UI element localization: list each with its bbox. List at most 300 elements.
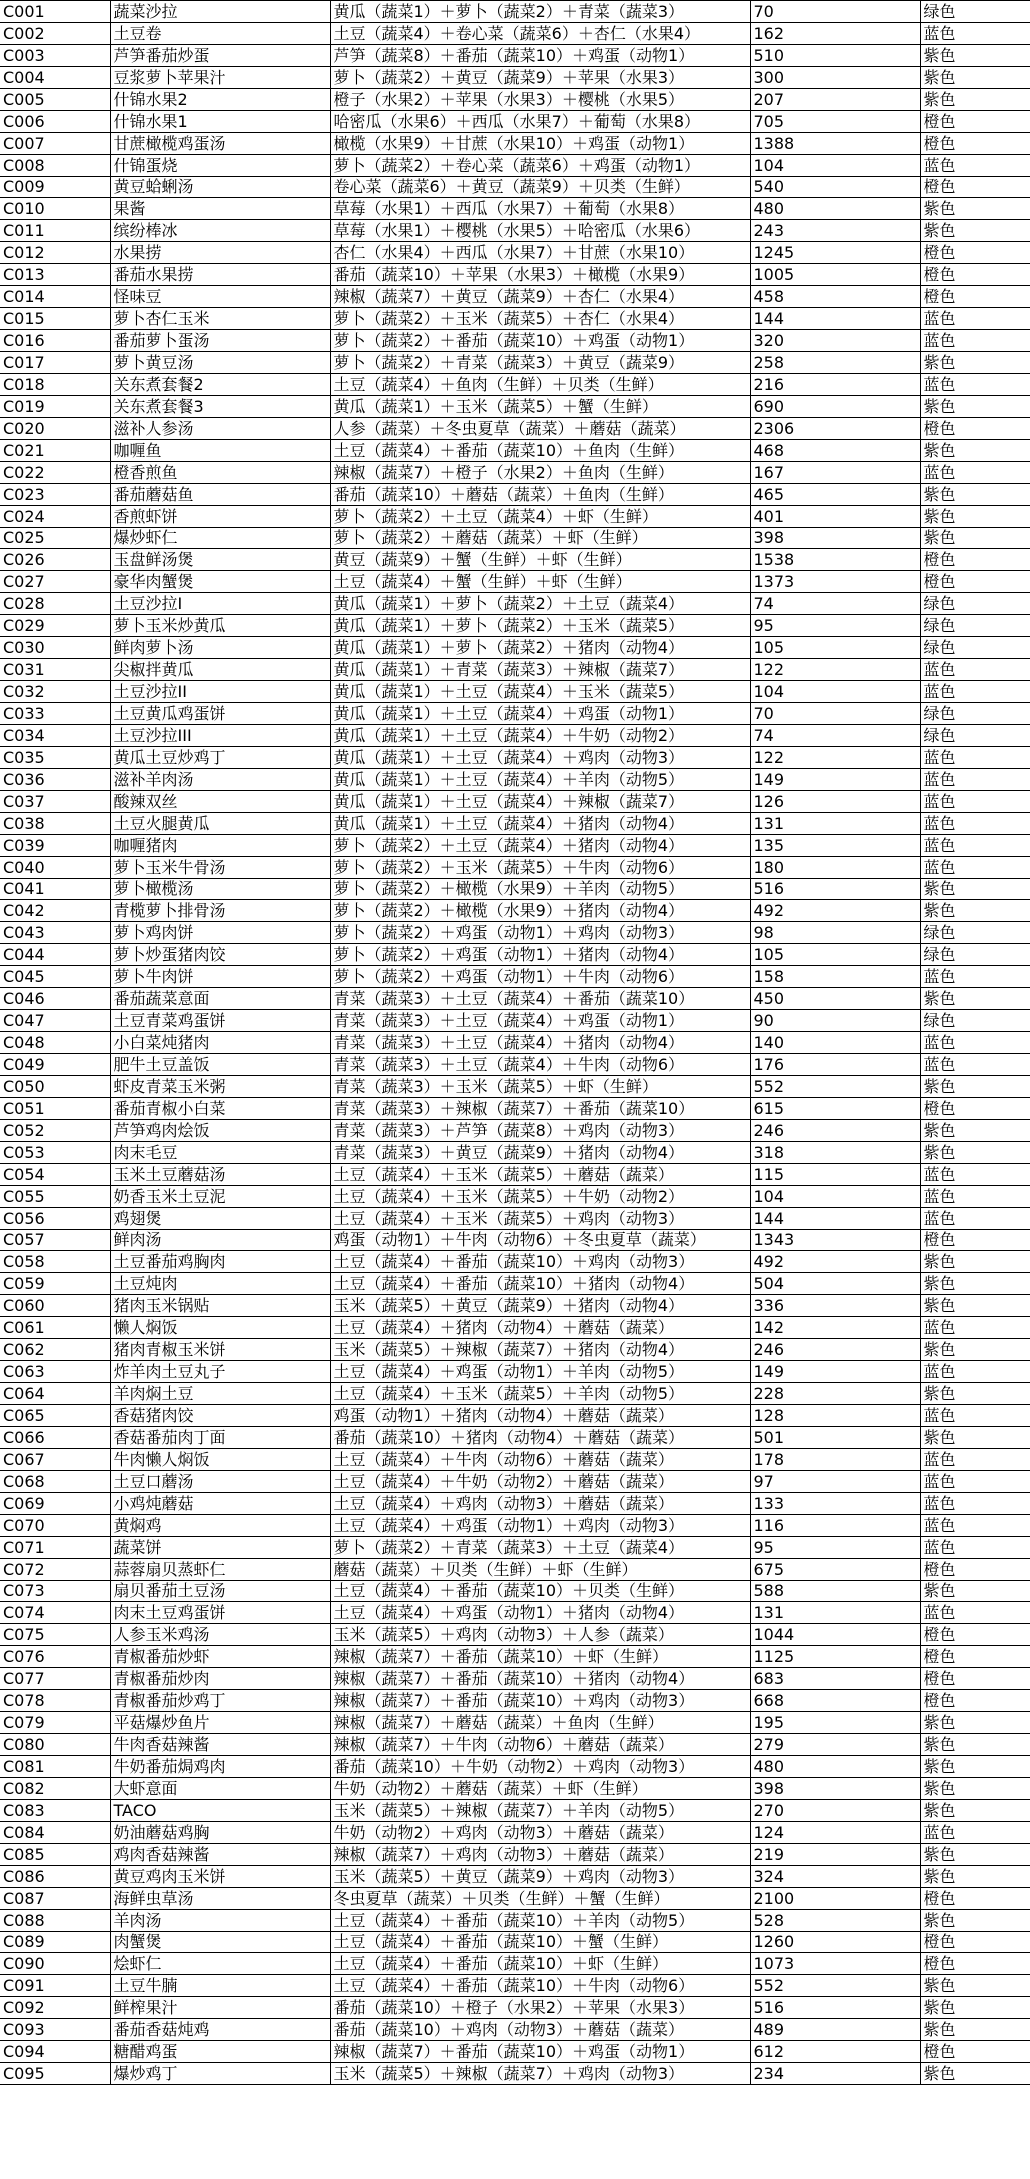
cell-recipe: 萝卜（蔬菜2）＋鸡蛋（动物1）＋猪肉（动物4） [330, 944, 750, 966]
cell-dish-name: 猪肉玉米锅贴 [110, 1295, 330, 1317]
cell-id: C043 [0, 922, 110, 944]
cell-recipe: 青菜（蔬菜3）＋黄豆（蔬菜9）＋猪肉（动物4） [330, 1141, 750, 1163]
cell-id: C001 [0, 1, 110, 23]
cell-id: C072 [0, 1558, 110, 1580]
cell-value: 1260 [750, 1931, 920, 1953]
cell-id: C049 [0, 1054, 110, 1076]
cell-dish-name: 猪肉青椒玉米饼 [110, 1339, 330, 1361]
cell-color: 紫色 [920, 1975, 1030, 1997]
table-row [0, 1405, 1030, 1427]
cell-id: C019 [0, 395, 110, 417]
cell-color: 紫色 [920, 2019, 1030, 2041]
cell-color: 紫色 [920, 505, 1030, 527]
cell-dish-name: 黄焖鸡 [110, 1514, 330, 1536]
cell-id: C065 [0, 1405, 110, 1427]
cell-color: 橙色 [920, 571, 1030, 593]
table-row [0, 2019, 1030, 2041]
cell-value: 124 [750, 1821, 920, 1843]
cell-dish-name: 水果捞 [110, 242, 330, 264]
cell-id: C071 [0, 1536, 110, 1558]
cell-recipe: 草莓（水果1）＋樱桃（水果5）＋哈密瓜（水果6） [330, 220, 750, 242]
cell-recipe: 土豆（蔬菜4）＋番茄（蔬菜10）＋贝类（生鲜） [330, 1580, 750, 1602]
cell-id: C026 [0, 549, 110, 571]
cell-value: 398 [750, 527, 920, 549]
cell-value: 246 [750, 1339, 920, 1361]
table-row [0, 900, 1030, 922]
cell-recipe: 萝卜（蔬菜2）＋橄榄（水果9）＋猪肉（动物4） [330, 900, 750, 922]
table-row [0, 44, 1030, 66]
cell-dish-name: 怪味豆 [110, 286, 330, 308]
table-row [0, 1690, 1030, 1712]
cell-recipe: 玉米（蔬菜5）＋辣椒（蔬菜7）＋猪肉（动物4） [330, 1339, 750, 1361]
cell-value: 398 [750, 1777, 920, 1799]
cell-color: 蓝色 [920, 659, 1030, 681]
cell-id: C003 [0, 44, 110, 66]
cell-recipe: 番茄（蔬菜10）＋苹果（水果3）＋橄榄（水果9） [330, 264, 750, 286]
cell-recipe: 萝卜（蔬菜2）＋青菜（蔬菜3）＋黄豆（蔬菜9） [330, 352, 750, 374]
cell-recipe: 土豆（蔬菜4）＋番茄（蔬菜10）＋猪肉（动物4） [330, 1273, 750, 1295]
table-row [0, 856, 1030, 878]
table-row [0, 1865, 1030, 1887]
cell-recipe: 土豆（蔬菜4）＋猪肉（动物4）＋蘑菇（蔬菜） [330, 1317, 750, 1339]
cell-dish-name: 鲜榨果汁 [110, 1997, 330, 2019]
cell-id: C010 [0, 198, 110, 220]
cell-color: 紫色 [920, 220, 1030, 242]
cell-value: 122 [750, 659, 920, 681]
cell-dish-name: 蔬菜饼 [110, 1536, 330, 1558]
cell-color: 紫色 [920, 1075, 1030, 1097]
cell-id: C087 [0, 1887, 110, 1909]
cell-dish-name: 土豆炖肉 [110, 1273, 330, 1295]
cell-recipe: 辣椒（蔬菜7）＋番茄（蔬菜10）＋鸡肉（动物3） [330, 1690, 750, 1712]
cell-id: C070 [0, 1514, 110, 1536]
cell-id: C061 [0, 1317, 110, 1339]
cell-recipe: 蘑菇（蔬菜）＋贝类（生鲜）＋虾（生鲜） [330, 1558, 750, 1580]
cell-color: 绿色 [920, 703, 1030, 725]
cell-recipe: 萝卜（蔬菜2）＋蘑菇（蔬菜）＋虾（生鲜） [330, 527, 750, 549]
cell-value: 105 [750, 637, 920, 659]
cell-recipe: 草莓（水果1）＋西瓜（水果7）＋葡萄（水果8） [330, 198, 750, 220]
table-row [0, 615, 1030, 637]
table-row [0, 66, 1030, 88]
cell-color: 橙色 [920, 1690, 1030, 1712]
table-row [0, 1251, 1030, 1273]
cell-dish-name: 肉末土豆鸡蛋饼 [110, 1602, 330, 1624]
cell-id: C083 [0, 1799, 110, 1821]
table-row [0, 922, 1030, 944]
cell-color: 蓝色 [920, 1602, 1030, 1624]
cell-value: 270 [750, 1799, 920, 1821]
table-body [0, 1, 1030, 2085]
cell-color: 橙色 [920, 1229, 1030, 1251]
cell-color: 紫色 [920, 1251, 1030, 1273]
cell-color: 橙色 [920, 176, 1030, 198]
table-row [0, 878, 1030, 900]
cell-id: C027 [0, 571, 110, 593]
cell-color: 蓝色 [920, 1405, 1030, 1427]
cell-value: 104 [750, 1185, 920, 1207]
cell-color: 橙色 [920, 110, 1030, 132]
cell-recipe: 土豆（蔬菜4）＋卷心菜（蔬菜6）＋杏仁（水果4） [330, 22, 750, 44]
cell-recipe: 土豆（蔬菜4）＋番茄（蔬菜10）＋虾（生鲜） [330, 1953, 750, 1975]
cell-dish-name: 鲜肉萝卜汤 [110, 637, 330, 659]
cell-color: 紫色 [920, 1712, 1030, 1734]
cell-color: 绿色 [920, 944, 1030, 966]
cell-color: 蓝色 [920, 1492, 1030, 1514]
cell-recipe: 萝卜（蔬菜2）＋土豆（蔬菜4）＋虾（生鲜） [330, 505, 750, 527]
cell-recipe: 玉米（蔬菜5）＋鸡肉（动物3）＋人参（蔬菜） [330, 1624, 750, 1646]
cell-color: 蓝色 [920, 812, 1030, 834]
cell-dish-name: 蔬菜沙拉 [110, 1, 330, 23]
cell-color: 橙色 [920, 1097, 1030, 1119]
table-row [0, 1975, 1030, 1997]
cell-color: 紫色 [920, 900, 1030, 922]
cell-dish-name: 小白菜炖猪肉 [110, 1032, 330, 1054]
cell-recipe: 橙子（水果2）＋苹果（水果3）＋樱桃（水果5） [330, 88, 750, 110]
cell-dish-name: 鲜肉汤 [110, 1229, 330, 1251]
cell-color: 蓝色 [920, 373, 1030, 395]
cell-value: 74 [750, 593, 920, 615]
table-row [0, 1668, 1030, 1690]
cell-recipe: 辣椒（蔬菜7）＋鸡肉（动物3）＋蘑菇（蔬菜） [330, 1843, 750, 1865]
cell-value: 465 [750, 483, 920, 505]
cell-color: 蓝色 [920, 1207, 1030, 1229]
cell-id: C035 [0, 746, 110, 768]
table-row [0, 110, 1030, 132]
cell-dish-name: 缤纷棒冰 [110, 220, 330, 242]
cell-id: C075 [0, 1624, 110, 1646]
cell-recipe: 青菜（蔬菜3）＋辣椒（蔬菜7）＋番茄（蔬菜10） [330, 1097, 750, 1119]
table-row [0, 1470, 1030, 1492]
cell-dish-name: 滋补羊肉汤 [110, 768, 330, 790]
cell-value: 504 [750, 1273, 920, 1295]
table-row [0, 1426, 1030, 1448]
cell-value: 70 [750, 1, 920, 23]
cell-color: 蓝色 [920, 330, 1030, 352]
cell-color: 紫色 [920, 1119, 1030, 1141]
cell-recipe: 黄瓜（蔬菜1）＋土豆（蔬菜4）＋辣椒（蔬菜7） [330, 790, 750, 812]
cell-dish-name: 烩虾仁 [110, 1953, 330, 1975]
cell-value: 450 [750, 988, 920, 1010]
table-row [0, 1997, 1030, 2019]
cell-recipe: 萝卜（蔬菜2）＋橄榄（水果9）＋羊肉（动物5） [330, 878, 750, 900]
cell-dish-name: 小鸡炖蘑菇 [110, 1492, 330, 1514]
cell-value: 207 [750, 88, 920, 110]
cell-dish-name: 海鲜虫草汤 [110, 1887, 330, 1909]
table-row [0, 1712, 1030, 1734]
cell-color: 绿色 [920, 615, 1030, 637]
cell-color: 紫色 [920, 1383, 1030, 1405]
cell-value: 74 [750, 724, 920, 746]
cell-id: C074 [0, 1602, 110, 1624]
cell-color: 紫色 [920, 1997, 1030, 2019]
table-row [0, 1777, 1030, 1799]
cell-id: C023 [0, 483, 110, 505]
table-row [0, 1734, 1030, 1756]
table-row [0, 1602, 1030, 1624]
cell-value: 480 [750, 1756, 920, 1778]
cell-id: C051 [0, 1097, 110, 1119]
cell-recipe: 杏仁（水果4）＋西瓜（水果7）＋甘蔗（水果10） [330, 242, 750, 264]
cell-recipe: 土豆（蔬菜4）＋牛肉（动物6）＋蘑菇（蔬菜） [330, 1448, 750, 1470]
cell-value: 2100 [750, 1887, 920, 1909]
cell-color: 紫色 [920, 1799, 1030, 1821]
cell-value: 552 [750, 1075, 920, 1097]
cell-id: C076 [0, 1646, 110, 1668]
cell-value: 1538 [750, 549, 920, 571]
cell-id: C092 [0, 1997, 110, 2019]
cell-recipe: 牛奶（动物2）＋蘑菇（蔬菜）＋虾（生鲜） [330, 1777, 750, 1799]
cell-recipe: 辣椒（蔬菜7）＋番茄（蔬菜10）＋鸡蛋（动物1） [330, 2041, 750, 2063]
cell-dish-name: 人参玉米鸡汤 [110, 1624, 330, 1646]
cell-value: 690 [750, 395, 920, 417]
table-row [0, 1624, 1030, 1646]
cell-id: C053 [0, 1141, 110, 1163]
cell-value: 195 [750, 1712, 920, 1734]
cell-color: 绿色 [920, 593, 1030, 615]
table-row [0, 198, 1030, 220]
cell-id: C084 [0, 1821, 110, 1843]
cell-value: 131 [750, 812, 920, 834]
cell-dish-name: 土豆卷 [110, 22, 330, 44]
cell-dish-name: 爆炒虾仁 [110, 527, 330, 549]
cell-id: C018 [0, 373, 110, 395]
cell-recipe: 黄瓜（蔬菜1）＋萝卜（蔬菜2）＋玉米（蔬菜5） [330, 615, 750, 637]
cell-id: C002 [0, 22, 110, 44]
cell-value: 178 [750, 1448, 920, 1470]
table-row [0, 1075, 1030, 1097]
cell-color: 橙色 [920, 1668, 1030, 1690]
table-row [0, 417, 1030, 439]
cell-color: 紫色 [920, 1777, 1030, 1799]
cell-color: 紫色 [920, 44, 1030, 66]
cell-id: C073 [0, 1580, 110, 1602]
cell-recipe: 土豆（蔬菜4）＋鱼肉（生鲜）＋贝类（生鲜） [330, 373, 750, 395]
cell-dish-name: 果酱 [110, 198, 330, 220]
table-row [0, 1, 1030, 23]
table-row [0, 571, 1030, 593]
cell-id: C034 [0, 724, 110, 746]
cell-recipe: 土豆（蔬菜4）＋番茄（蔬菜10）＋羊肉（动物5） [330, 1909, 750, 1931]
cell-color: 橙色 [920, 1558, 1030, 1580]
cell-value: 468 [750, 439, 920, 461]
cell-recipe: 黄瓜（蔬菜1）＋萝卜（蔬菜2）＋猪肉（动物4） [330, 637, 750, 659]
table-row [0, 1646, 1030, 1668]
cell-dish-name: 萝卜橄榄汤 [110, 878, 330, 900]
cell-color: 蓝色 [920, 1821, 1030, 1843]
table-row [0, 681, 1030, 703]
table-row [0, 1821, 1030, 1843]
cell-color: 蓝色 [920, 966, 1030, 988]
table-row [0, 593, 1030, 615]
table-row [0, 1361, 1030, 1383]
cell-color: 橙色 [920, 286, 1030, 308]
table-row [0, 483, 1030, 505]
table-row [0, 1887, 1030, 1909]
table-row [0, 1580, 1030, 1602]
cell-dish-name: 牛肉懒人焖饭 [110, 1448, 330, 1470]
cell-id: C007 [0, 132, 110, 154]
cell-recipe: 青菜（蔬菜3）＋土豆（蔬菜4）＋鸡蛋（动物1） [330, 1010, 750, 1032]
cell-color: 蓝色 [920, 790, 1030, 812]
cell-dish-name: 芦笋鸡肉烩饭 [110, 1119, 330, 1141]
cell-dish-name: 甘蔗橄榄鸡蛋汤 [110, 132, 330, 154]
cell-recipe: 土豆（蔬菜4）＋玉米（蔬菜5）＋鸡肉（动物3） [330, 1207, 750, 1229]
cell-color: 紫色 [920, 1756, 1030, 1778]
cell-dish-name: 萝卜牛肉饼 [110, 966, 330, 988]
cell-dish-name: 扇贝番茄土豆汤 [110, 1580, 330, 1602]
cell-dish-name: 青椒番茄炒肉 [110, 1668, 330, 1690]
cell-value: 167 [750, 461, 920, 483]
cell-value: 1125 [750, 1646, 920, 1668]
cell-id: C080 [0, 1734, 110, 1756]
cell-dish-name: 土豆沙拉I [110, 593, 330, 615]
cell-recipe: 萝卜（蔬菜2）＋玉米（蔬菜5）＋牛肉（动物6） [330, 856, 750, 878]
cell-id: C029 [0, 615, 110, 637]
cell-recipe: 辣椒（蔬菜7）＋番茄（蔬菜10）＋猪肉（动物4） [330, 1668, 750, 1690]
table-row [0, 154, 1030, 176]
cell-dish-name: 豪华肉蟹煲 [110, 571, 330, 593]
cell-value: 158 [750, 966, 920, 988]
cell-recipe: 青菜（蔬菜3）＋土豆（蔬菜4）＋番茄（蔬菜10） [330, 988, 750, 1010]
cell-id: C059 [0, 1273, 110, 1295]
table-row [0, 330, 1030, 352]
cell-dish-name: 土豆沙拉III [110, 724, 330, 746]
cell-dish-name: 黄豆蛤蜊汤 [110, 176, 330, 198]
cell-value: 612 [750, 2041, 920, 2063]
cell-id: C062 [0, 1339, 110, 1361]
cell-dish-name: 玉米土豆蘑菇汤 [110, 1163, 330, 1185]
cell-color: 橙色 [920, 132, 1030, 154]
table-row [0, 1295, 1030, 1317]
table-row [0, 461, 1030, 483]
table-row [0, 790, 1030, 812]
cell-color: 蓝色 [920, 1185, 1030, 1207]
cell-id: C079 [0, 1712, 110, 1734]
cell-value: 320 [750, 330, 920, 352]
cell-color: 橙色 [920, 1953, 1030, 1975]
cell-recipe: 土豆（蔬菜4）＋番茄（蔬菜10）＋鱼肉（生鲜） [330, 439, 750, 461]
cell-value: 668 [750, 1690, 920, 1712]
table-row [0, 132, 1030, 154]
table-row [0, 703, 1030, 725]
cell-color: 紫色 [920, 1426, 1030, 1448]
cell-recipe: 土豆（蔬菜4）＋鸡蛋（动物1）＋猪肉（动物4） [330, 1602, 750, 1624]
cell-value: 516 [750, 1997, 920, 2019]
cell-dish-name: 番茄蔬菜意面 [110, 988, 330, 1010]
cell-id: C093 [0, 2019, 110, 2041]
cell-id: C021 [0, 439, 110, 461]
cell-color: 蓝色 [920, 1032, 1030, 1054]
cell-color: 蓝色 [920, 1163, 1030, 1185]
cell-color: 蓝色 [920, 1054, 1030, 1076]
cell-value: 492 [750, 1251, 920, 1273]
cell-value: 300 [750, 66, 920, 88]
table-row [0, 1558, 1030, 1580]
table-row [0, 746, 1030, 768]
cell-id: C088 [0, 1909, 110, 1931]
cell-dish-name: 萝卜玉米炒黄瓜 [110, 615, 330, 637]
cell-color: 蓝色 [920, 1470, 1030, 1492]
table-row [0, 659, 1030, 681]
cell-id: C041 [0, 878, 110, 900]
cell-dish-name: 咖喱鱼 [110, 439, 330, 461]
cell-dish-name: 土豆黄瓜鸡蛋饼 [110, 703, 330, 725]
cell-id: C009 [0, 176, 110, 198]
cell-color: 蓝色 [920, 1317, 1030, 1339]
cell-dish-name: 豆浆萝卜苹果汁 [110, 66, 330, 88]
cell-value: 162 [750, 22, 920, 44]
cell-value: 2306 [750, 417, 920, 439]
cell-recipe: 玉米（蔬菜5）＋辣椒（蔬菜7）＋羊肉（动物5） [330, 1799, 750, 1821]
cell-recipe: 玉米（蔬菜5）＋黄豆（蔬菜9）＋猪肉（动物4） [330, 1295, 750, 1317]
cell-value: 128 [750, 1405, 920, 1427]
table-row [0, 1931, 1030, 1953]
table-row [0, 988, 1030, 1010]
cell-value: 1073 [750, 1953, 920, 1975]
cell-value: 1343 [750, 1229, 920, 1251]
table-row [0, 2041, 1030, 2063]
cell-dish-name: 关东煮套餐2 [110, 373, 330, 395]
cell-recipe: 橄榄（水果9）＋甘蔗（水果10）＋鸡蛋（动物1） [330, 132, 750, 154]
cell-recipe: 青菜（蔬菜3）＋芦笋（蔬菜8）＋鸡肉（动物3） [330, 1119, 750, 1141]
cell-dish-name: 土豆火腿黄瓜 [110, 812, 330, 834]
cell-value: 336 [750, 1295, 920, 1317]
table-row [0, 1317, 1030, 1339]
cell-dish-name: 萝卜玉米牛骨汤 [110, 856, 330, 878]
cell-dish-name: 土豆番茄鸡胸肉 [110, 1251, 330, 1273]
cell-recipe: 土豆（蔬菜4）＋玉米（蔬菜5）＋牛奶（动物2） [330, 1185, 750, 1207]
table-row [0, 1097, 1030, 1119]
cell-recipe: 土豆（蔬菜4）＋鸡肉（动物3）＋蘑菇（蔬菜） [330, 1492, 750, 1514]
cell-value: 133 [750, 1492, 920, 1514]
cell-id: C032 [0, 681, 110, 703]
cell-recipe: 辣椒（蔬菜7）＋牛肉（动物6）＋蘑菇（蔬菜） [330, 1734, 750, 1756]
cell-id: C024 [0, 505, 110, 527]
cell-value: 1373 [750, 571, 920, 593]
cell-dish-name: 牛肉香菇辣酱 [110, 1734, 330, 1756]
cell-dish-name: 虾皮青菜玉米粥 [110, 1075, 330, 1097]
cell-id: C091 [0, 1975, 110, 1997]
cell-value: 149 [750, 1361, 920, 1383]
cell-id: C066 [0, 1426, 110, 1448]
cell-id: C095 [0, 2063, 110, 2085]
cell-value: 683 [750, 1668, 920, 1690]
cell-color: 绿色 [920, 922, 1030, 944]
cell-id: C045 [0, 966, 110, 988]
cell-value: 219 [750, 1843, 920, 1865]
table-row [0, 395, 1030, 417]
cell-dish-name: 土豆口蘑汤 [110, 1470, 330, 1492]
cell-recipe: 冬虫夏草（蔬菜）＋贝类（生鲜）＋蟹（生鲜） [330, 1887, 750, 1909]
cell-dish-name: 肥牛土豆盖饭 [110, 1054, 330, 1076]
table-row [0, 1536, 1030, 1558]
cell-value: 135 [750, 834, 920, 856]
cell-dish-name: 番茄青椒小白菜 [110, 1097, 330, 1119]
cell-id: C015 [0, 308, 110, 330]
table-row [0, 834, 1030, 856]
cell-color: 蓝色 [920, 1536, 1030, 1558]
cell-recipe: 青菜（蔬菜3）＋土豆（蔬菜4）＋牛肉（动物6） [330, 1054, 750, 1076]
cell-dish-name: 橙香煎鱼 [110, 461, 330, 483]
cell-recipe: 黄瓜（蔬菜1）＋土豆（蔬菜4）＋羊肉（动物5） [330, 768, 750, 790]
cell-dish-name: 玉盘鲜汤煲 [110, 549, 330, 571]
cell-recipe: 哈密瓜（水果6）＋西瓜（水果7）＋葡萄（水果8） [330, 110, 750, 132]
cell-color: 蓝色 [920, 461, 1030, 483]
cell-dish-name: 羊肉焖土豆 [110, 1383, 330, 1405]
cell-dish-name: 牛奶番茄焗鸡肉 [110, 1756, 330, 1778]
cell-dish-name: 青椒番茄炒虾 [110, 1646, 330, 1668]
